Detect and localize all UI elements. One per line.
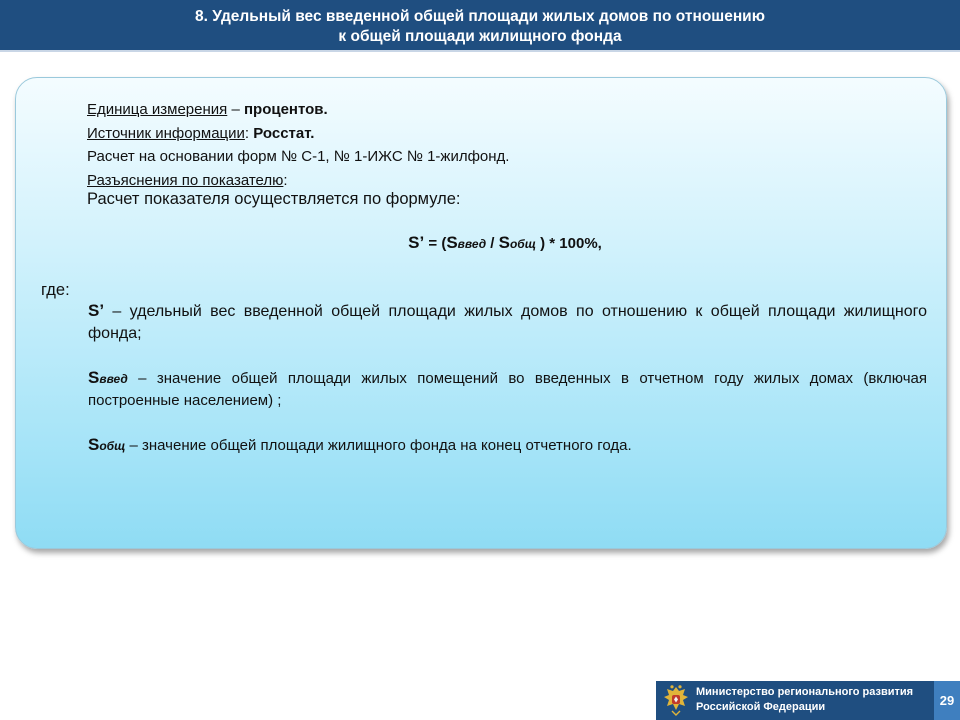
- slide-title-bar: [0, 0, 960, 52]
- page-number: 29: [934, 681, 960, 720]
- source-label: Источник информации: [87, 124, 245, 142]
- source-value: Росстат.: [253, 124, 315, 142]
- definition-s-vved: Sввед – значение общей площади жилых помещений во введенных в отчетном году жилых домах (включая построенные населением) ;: [88, 368, 927, 409]
- unit-label: Единица измерения: [87, 101, 228, 118]
- slide-title-line2: к общей площади жилищного фонда: [338, 28, 622, 45]
- calc-intro: Расчет показателя осуществляется по формуле:: [87, 190, 461, 208]
- footer-bar: [656, 681, 960, 720]
- slide-title-line1: 8. Удельный вес введенной общей площади жилых домов по отношению: [195, 8, 765, 25]
- basis-row: Расчет на основании форм № С-1, № 1-ИЖС № 1-жилфонд.: [87, 148, 510, 165]
- indicator-info: [87, 98, 887, 192]
- unit-value: процентов.: [243, 101, 328, 118]
- definition-s-obsch: Sобщ – значение общей площади жилищного фонда на конец отчетного года.: [88, 435, 632, 454]
- source-row: Источник информации: Росстат.: [87, 124, 315, 142]
- unit-row: Единица измерения – процентов.: [87, 101, 328, 118]
- ministry-name: Министерство регионального развития Российской Федерации: [696, 686, 914, 713]
- explain-label: Разъяснения по показателю: [87, 171, 284, 189]
- coat-of-arms-icon: [660, 684, 692, 717]
- formula: S’ = (Sввед / Sобщ ) * 100%,: [408, 233, 602, 252]
- explain-row: Разъяснения по показателю:: [87, 171, 288, 189]
- where-label: где:: [41, 281, 70, 299]
- definition-s-prime: S’ – удельный вес введенной общей площади жилых домов по отношению к общей площади жилищного фонда;: [88, 301, 927, 342]
